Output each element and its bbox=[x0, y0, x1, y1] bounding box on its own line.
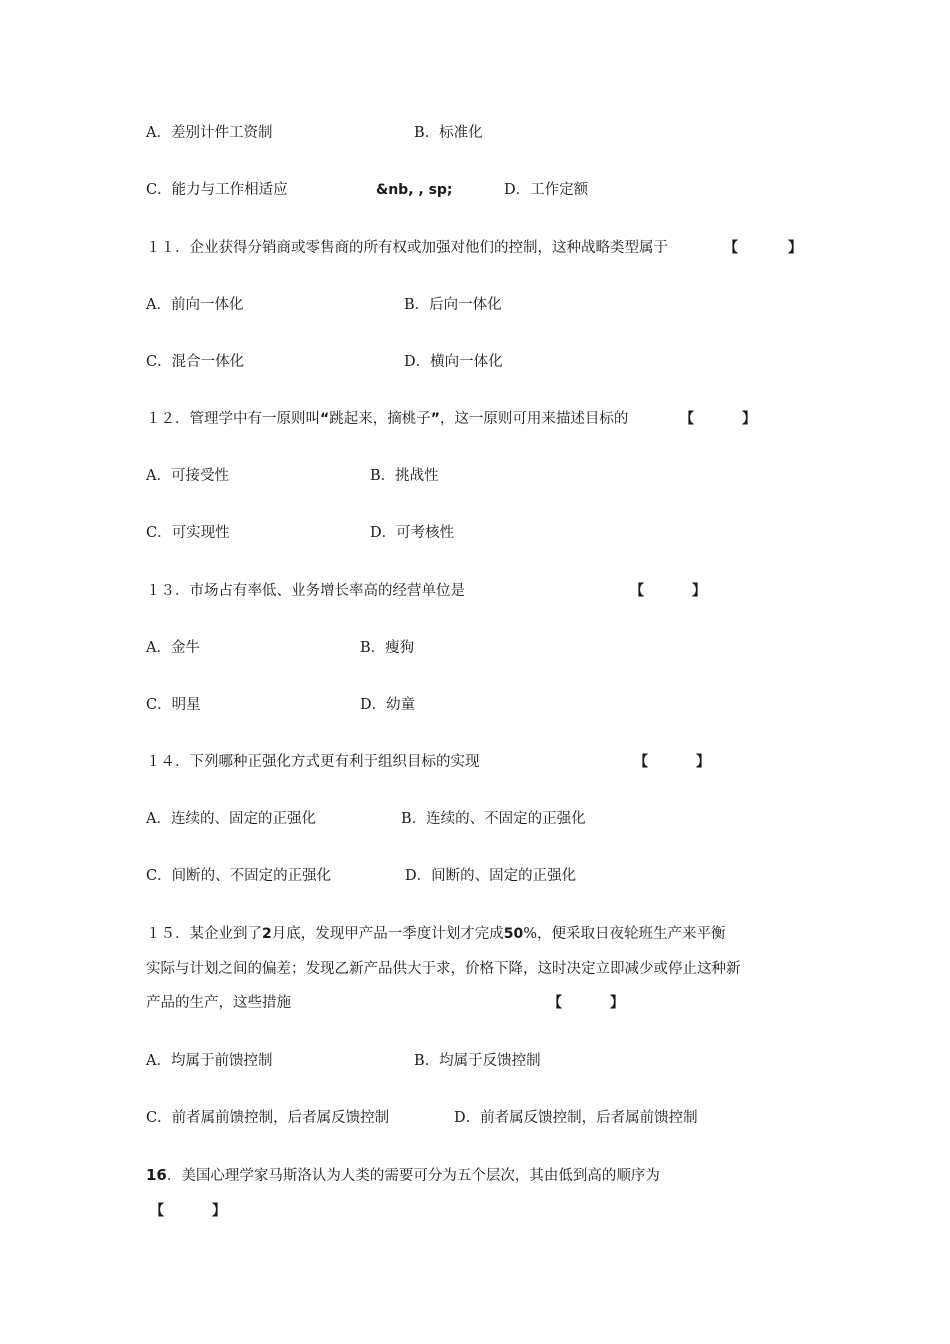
q15-option-b: B．均属于反馈控制 bbox=[414, 1053, 541, 1069]
q12-options-row-1 bbox=[146, 464, 439, 488]
q15-text-1c: %，便采取日夜轮班生产来平衡 bbox=[523, 926, 726, 942]
q13-option-c: C．明星 bbox=[146, 697, 201, 713]
q15-stem-line-3 bbox=[146, 991, 624, 1015]
q10-option-c: C．能力与工作相适应 bbox=[146, 182, 288, 198]
q11-options-row-1 bbox=[146, 293, 502, 317]
q14-stem bbox=[146, 750, 710, 774]
q10-options-row-2 bbox=[146, 178, 589, 202]
q12-bracket-close: 】 bbox=[742, 411, 756, 427]
q16-bracket-close: 】 bbox=[212, 1203, 226, 1219]
q12-quote-close: ” bbox=[430, 411, 440, 427]
q16-text: ．美国心理学家马斯洛认为人类的需要可分为五个层次，其由低到高的顺序为 bbox=[166, 1168, 660, 1184]
q16-number: 16 bbox=[146, 1166, 167, 1184]
q11-option-c: C．混合一体化 bbox=[146, 354, 245, 370]
q15-stem-line-2 bbox=[146, 957, 741, 981]
q14-options-row-2 bbox=[146, 864, 577, 888]
q14-option-a: A．连续的、固定的正强化 bbox=[146, 811, 316, 827]
q14-bracket-close: 】 bbox=[696, 754, 710, 770]
q10-option-a: A．差别计件工资制 bbox=[146, 125, 273, 141]
q10-options-row-1 bbox=[146, 121, 483, 145]
q12-stem bbox=[146, 407, 756, 431]
q13-options-row-1 bbox=[146, 636, 415, 660]
q13-bracket-close: 】 bbox=[692, 583, 706, 599]
q12-option-b: B．挑战性 bbox=[370, 468, 439, 484]
q16-stem bbox=[146, 1163, 660, 1187]
q15-options-row-1 bbox=[146, 1049, 541, 1073]
q12-quote-open: “ bbox=[320, 411, 330, 427]
q11-option-d: D．横向一体化 bbox=[404, 354, 503, 370]
q15-stem-line-1 bbox=[146, 922, 726, 946]
q12-text-3: ，这一原则可用来描述目标的 bbox=[439, 411, 629, 427]
q11-option-a: A．前向一体化 bbox=[146, 297, 244, 313]
q12-text-2: 跳起来，摘桃子 bbox=[329, 411, 431, 427]
q15-text-1b: 月底，发现甲产品一季度计划才完成 bbox=[271, 926, 504, 942]
q10-option-b: B．标准化 bbox=[414, 125, 483, 141]
q11-bracket-close: 】 bbox=[788, 240, 802, 256]
q14-option-d: D．间断的、固定的正强化 bbox=[405, 868, 577, 884]
q13-option-b: B．瘦狗 bbox=[360, 640, 415, 656]
q14-option-b: B．连续的、不固定的正强化 bbox=[401, 811, 586, 827]
q14-bracket-open: 【 bbox=[634, 754, 648, 770]
q15-option-d: D．前者属反馈控制，后者属前馈控制 bbox=[454, 1110, 698, 1126]
q15-bracket-close: 】 bbox=[610, 995, 624, 1011]
q15-num-percent: 50 bbox=[503, 926, 524, 942]
q13-stem bbox=[146, 579, 706, 603]
q13-options-row-2 bbox=[146, 693, 416, 717]
q10-option-d: D．工作定额 bbox=[504, 182, 589, 198]
q11-options-row-2 bbox=[146, 350, 503, 374]
q12-bracket-open: 【 bbox=[680, 411, 694, 427]
q13-text: １３．市场占有率低、业务增长率高的经营单位是 bbox=[146, 583, 465, 599]
q15-num-month: 2 bbox=[262, 926, 272, 942]
q11-stem bbox=[146, 236, 802, 260]
q13-bracket-open: 【 bbox=[630, 583, 644, 599]
q12-option-c: C．可实现性 bbox=[146, 525, 230, 541]
q12-text-1: １２．管理学中有一原则叫 bbox=[146, 411, 320, 427]
q11-text: １１．企业获得分销商或零售商的所有权或加强对他们的控制，这种战略类型属于 bbox=[146, 240, 668, 256]
q11-option-b: B．后向一体化 bbox=[404, 297, 502, 313]
q14-option-c: C．间断的、不固定的正强化 bbox=[146, 868, 332, 884]
q15-text-2: 实际与计划之间的偏差；发现乙新产品供大于求，价格下降，这时决定立即减少或停止这种新 bbox=[146, 961, 741, 977]
q15-options-row-2 bbox=[146, 1106, 698, 1130]
q15-bracket-open: 【 bbox=[548, 995, 562, 1011]
q10-garbled-entity: &nb, , sp; bbox=[376, 182, 453, 198]
q12-options-row-2 bbox=[146, 521, 455, 545]
q15-text-1a: １５．某企业到了 bbox=[146, 926, 262, 942]
q11-bracket-open: 【 bbox=[724, 240, 738, 256]
q13-option-a: A．金牛 bbox=[146, 640, 200, 656]
q15-text-3: 产品的生产，这些措施 bbox=[146, 995, 291, 1011]
q15-option-c: C．前者属前馈控制，后者属反馈控制 bbox=[146, 1110, 390, 1126]
q16-bracket-open: 【 bbox=[150, 1203, 164, 1219]
q12-option-d: D．可考核性 bbox=[370, 525, 455, 541]
q15-option-a: A．均属于前馈控制 bbox=[146, 1053, 273, 1069]
q12-option-a: A．可接受性 bbox=[146, 468, 229, 484]
q14-text: １４．下列哪种正强化方式更有利于组织目标的实现 bbox=[146, 754, 480, 770]
q13-option-d: D．幼童 bbox=[360, 697, 416, 713]
q14-options-row-1 bbox=[146, 807, 586, 831]
